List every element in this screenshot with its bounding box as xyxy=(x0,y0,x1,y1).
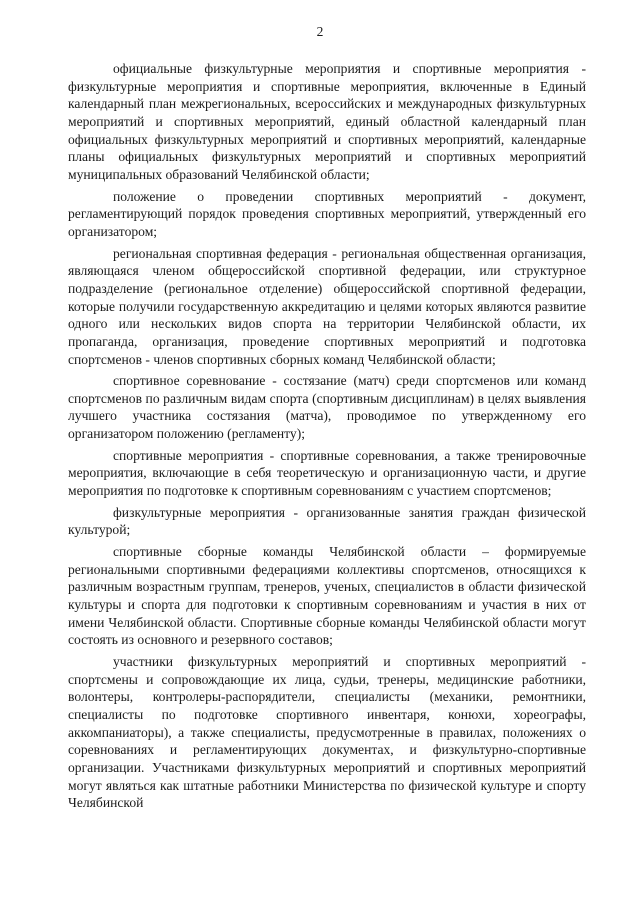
paragraph-physical-culture-events: физкультурные мероприятия - организованные занятия граждан физической культурой; xyxy=(68,504,586,538)
paragraph-event-regulation: положение о проведении спортивных мероприятий - документ, регламентирующий порядок проведения спортивных мероприятий, утвержденный его организатором; xyxy=(68,188,586,239)
paragraph-regional-teams: спортивные сборные команды Челябинской области – формируемые региональными спортивными федерациями коллективы спортсменов, относящихся к различным возрастным группам, тренеров, ученых, специалистов в области физической культуры и спорта для подготовки к спортивным соревнованиям и участия в них от имени Челябинской области. Спортивные сборные команды Челябинской области могут состоять из основного и резервного составов; xyxy=(68,544,586,648)
paragraph-official-events: официальные физкультурные мероприятия и спортивные мероприятия - физкультурные мероприятия и спортивные мероприятия, включенные в Единый календарный план межрегиональных, всероссийских и международных физкультурных мероприятий и спортивных мероприятий, единый областной календарный план официальных физкультурных мероприятий и спортивных мероприятий, календарные планы официальных физкультурных мероприятий и спортивных мероприятий муниципальных образований Челябинской области; xyxy=(68,61,586,182)
paragraph-regional-federation: региональная спортивная федерация - региональная общественная организация, являющаяся членом общероссийской спортивной федерации, или структурное подразделение (региональное отделение) общероссийской спортивной федерации, которые получили государственную аккредитацию и целями которых являются развитие одного или нескольких видов спорта на территории Челябинской области, их пропаганда, организация, проведение спортивных мероприятий и подготовка спортсменов - членов спортивных сборных команд Челябинской области; xyxy=(68,245,586,367)
paragraph-sports-events: спортивные мероприятия - спортивные соревнования, а также тренировочные мероприятия, включающие в себя теоретическую и организационную части, и другие мероприятия по подготовке к спортивным соревнованиям с участием спортсменов; xyxy=(68,447,586,499)
paragraph-event-participants: участники физкультурных мероприятий и спортивных мероприятий - спортсмены и сопровождающие их лица, судьи, тренеры, медицинские работники, волонтеры, контролеры-распорядители, специалисты (механики, ремонтники, специалисты по подготовке спортивного инвентаря, конюхи, хореографы, аккомпаниаторы), а также специалисты, предусмотренные в правилах, положениях о соревнованиях и регламентирующих документах, и физкультурно-спортивные организации. Участниками физкультурных мероприятий и спортивных мероприятий могут являться как штатные работники Министерства по физической культуре и спорту Челябинской xyxy=(68,654,586,811)
document-body xyxy=(68,60,586,812)
page-number: 2 xyxy=(316,24,324,39)
paragraph-sports-competition: спортивное соревнование - состязание (матч) среди спортсменов или команд спортсменов по различным видам спорта (спортивным дисциплинам) в целях выявления лучшего участника состязания (матча), проводимое по утвержденному его организатором положению (регламенту); xyxy=(68,373,586,442)
